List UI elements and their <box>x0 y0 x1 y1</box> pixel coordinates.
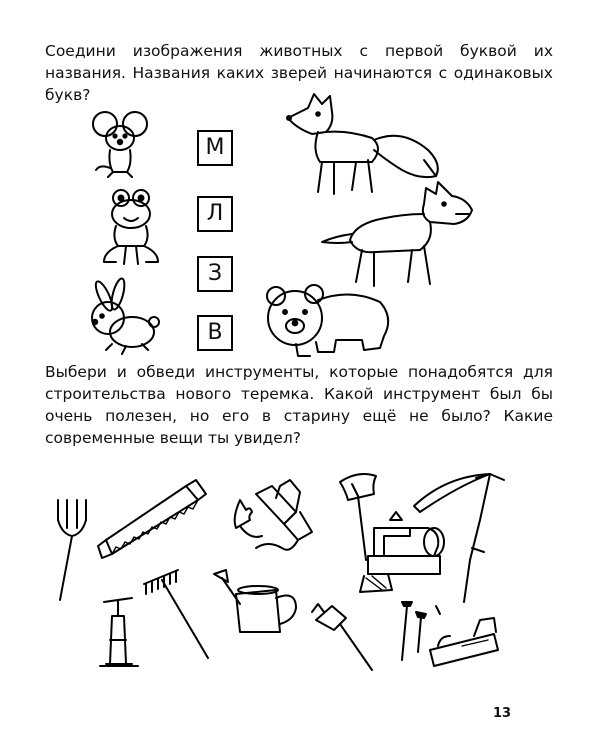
axe-icon <box>340 474 376 560</box>
bear-icon <box>267 285 388 356</box>
hand-plane-icon <box>430 618 498 666</box>
watering-can-icon <box>214 570 296 632</box>
frog-icon <box>104 190 158 264</box>
scythe-icon <box>414 474 504 602</box>
letter-box-z: З <box>197 256 233 292</box>
electric-drill-icon <box>235 480 312 550</box>
rabbit-icon <box>92 277 159 354</box>
nails-icon <box>402 602 440 660</box>
task2-instruction: Выбери и обведи инструменты, которые понадобятся для строительства нового теремка. Какой инструмент был бы очень полезен, но его в старину ещё не было? Какие современные вещи ты увидел? <box>45 363 553 447</box>
mouse-icon <box>93 112 147 177</box>
task1-instruction: Соедини изображения животных с первой буквой их названия. Названия каких зверей начинаются с одинаковых букв? <box>45 42 553 104</box>
letter-box-v: В <box>197 315 233 351</box>
page-number: 13 <box>493 706 512 721</box>
sewing-machine-icon <box>360 512 444 592</box>
bicycle-pump-icon <box>100 598 138 666</box>
pitchfork-icon <box>58 500 86 600</box>
rake-icon <box>144 570 208 658</box>
saw-icon <box>98 480 206 558</box>
letter-box-l: Л <box>197 196 233 232</box>
fox-icon <box>287 94 438 194</box>
wolf-icon <box>322 182 472 286</box>
hammer-icon <box>312 604 372 670</box>
letter-box-m: М <box>197 130 233 166</box>
